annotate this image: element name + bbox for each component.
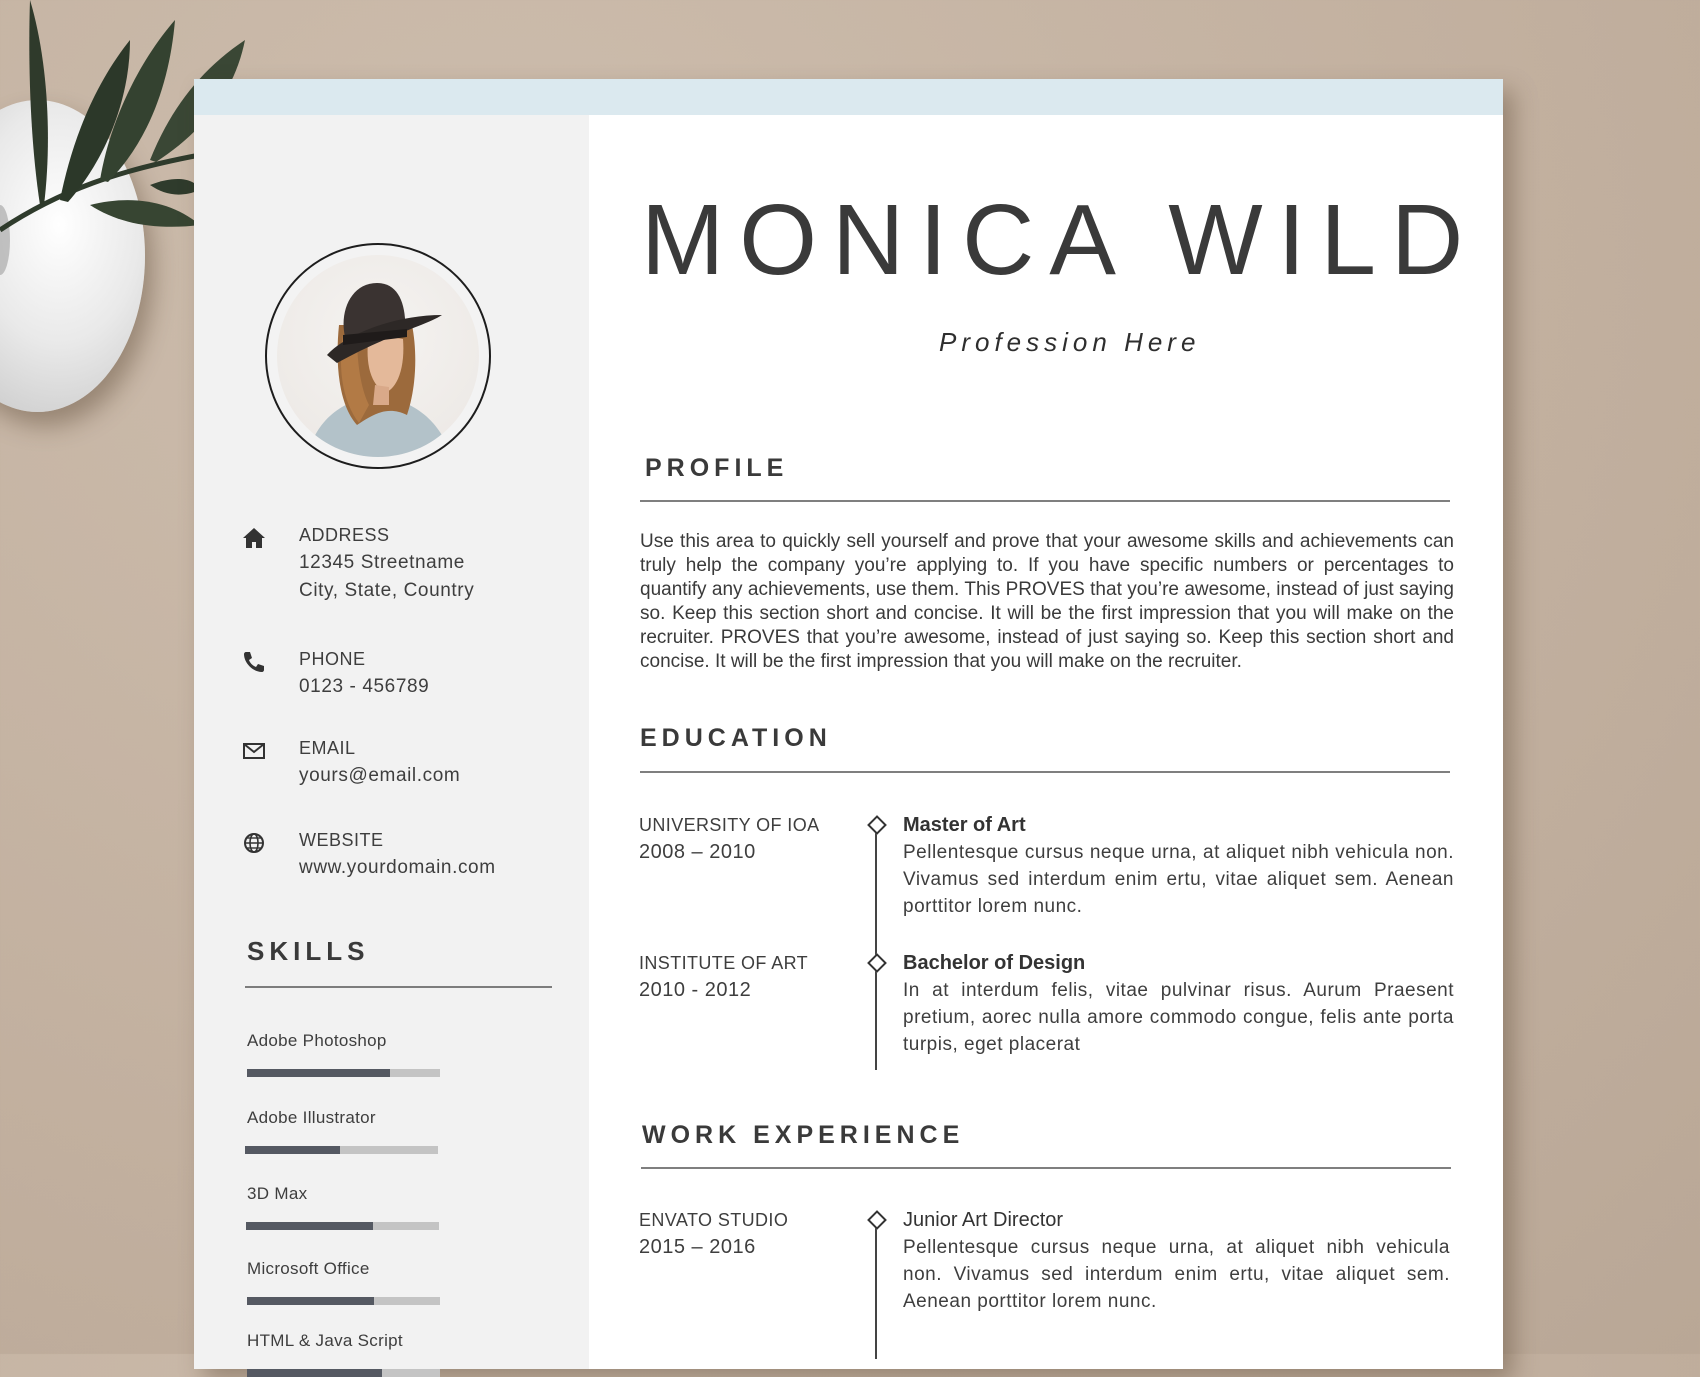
timeline-diamond-icon xyxy=(867,953,887,973)
education-heading: EDUCATION xyxy=(640,724,832,752)
work-heading: WORK EXPERIENCE xyxy=(642,1121,965,1149)
contact-value: www.yourdomain.com xyxy=(299,857,496,878)
skill-name: Adobe Illustrator xyxy=(247,1108,376,1127)
education-degree: Bachelor of Design xyxy=(903,952,1086,974)
contact-label: PHONE xyxy=(299,649,366,669)
skill-bar xyxy=(246,1222,439,1230)
profile-photo xyxy=(277,255,479,457)
skill-bar-fill xyxy=(245,1146,340,1154)
skill-item xyxy=(247,1259,547,1279)
skill-item xyxy=(245,1108,545,1128)
skill-item xyxy=(247,1331,547,1351)
portrait-illustration xyxy=(277,255,479,457)
skill-bar-fill xyxy=(247,1369,382,1377)
contact-value: yours@email.com xyxy=(299,765,461,786)
globe-icon xyxy=(241,830,267,856)
envelope-icon xyxy=(241,738,267,764)
work-years: 2015 – 2016 xyxy=(639,1236,756,1258)
education-divider xyxy=(640,771,1450,773)
timeline-diamond-icon xyxy=(867,1210,887,1230)
contact-phone xyxy=(241,649,561,705)
skill-bar xyxy=(247,1069,440,1077)
work-company: ENVATO STUDIO xyxy=(639,1210,789,1230)
contact-label: WEBSITE xyxy=(299,830,384,850)
work-divider xyxy=(641,1167,1451,1169)
resume-profession: Profession Here xyxy=(939,327,1201,357)
work-title: Junior Art Director xyxy=(903,1209,1064,1231)
education-years: 2008 – 2010 xyxy=(639,841,756,863)
skill-item xyxy=(247,1031,547,1051)
skill-bar-fill xyxy=(246,1222,373,1230)
home-icon xyxy=(241,525,267,551)
skills-heading: SKILLS xyxy=(247,936,370,966)
work-description: Pellentesque cursus neque urna, at aliquet nibh vehicula non. Vivamus sed interdum enim ertu, vitae aliquet sem. Aenean porttitor lorem nunc. xyxy=(903,1237,1450,1312)
contact-website xyxy=(241,830,561,886)
contact-label: ADDRESS xyxy=(299,525,390,545)
sidebar xyxy=(194,115,589,1369)
phone-icon xyxy=(241,649,267,675)
timeline-diamond-icon xyxy=(867,815,887,835)
contact-value: City, State, Country xyxy=(299,580,475,601)
contact-value: 0123 - 456789 xyxy=(299,676,430,697)
skill-item xyxy=(246,1184,546,1204)
skill-name: 3D Max xyxy=(247,1184,308,1203)
skill-bar xyxy=(247,1297,440,1305)
skill-bar xyxy=(247,1369,440,1377)
top-accent-band xyxy=(194,79,1503,115)
skills-divider xyxy=(245,986,552,988)
resume-name: MONICA WILD xyxy=(641,184,1479,296)
skill-name: Adobe Photoshop xyxy=(247,1031,387,1050)
profile-text: Use this area to quickly sell yourself and prove that your awesome skills and achievements can truly help the company you’re applying to. If you have specific numbers or percentages to quantify any achievements, use them. This PROVES that you’re awesome, instead of just saying so. Keep this section short and concise. It will be the first impression that you will make on the recruiter. PROVES that you’re awesome, instead of just saying so. Keep this section short and concise. It will be the first impression that you will make on the recruiter. xyxy=(640,531,1454,672)
education-description: In at interdum felis, vitae pulvinar risus. Aurum Praesent pretium, aorec nulla amore commodo congue, felis ante porta turpis, eget placerat xyxy=(903,980,1454,1055)
resume-page xyxy=(194,79,1503,1369)
education-years: 2010 - 2012 xyxy=(639,979,752,1001)
education-institution: UNIVERSITY OF IOA xyxy=(639,815,820,835)
skill-name: Microsoft Office xyxy=(247,1259,370,1278)
skill-name: HTML & Java Script xyxy=(247,1331,403,1350)
skill-bar xyxy=(245,1146,438,1154)
contact-value: 12345 Streetname xyxy=(299,552,465,573)
contact-email xyxy=(241,738,561,794)
education-institution: INSTITUTE OF ART xyxy=(639,953,809,973)
education-timeline xyxy=(875,825,877,1070)
education-degree: Master of Art xyxy=(903,814,1026,836)
contact-address xyxy=(241,525,561,605)
profile-photo-frame xyxy=(265,243,491,469)
profile-divider xyxy=(640,500,1450,502)
skill-bar-fill xyxy=(247,1297,374,1305)
contact-label: EMAIL xyxy=(299,738,356,758)
education-description: Pellentesque cursus neque urna, at aliquet nibh vehicula non. Vivamus sed interdum enim ertu, vitae aliquet sem. Aenean porttitor lorem nunc. xyxy=(903,842,1454,917)
skill-bar-fill xyxy=(247,1069,390,1077)
profile-heading: PROFILE xyxy=(645,454,789,482)
work-timeline xyxy=(875,1219,877,1359)
